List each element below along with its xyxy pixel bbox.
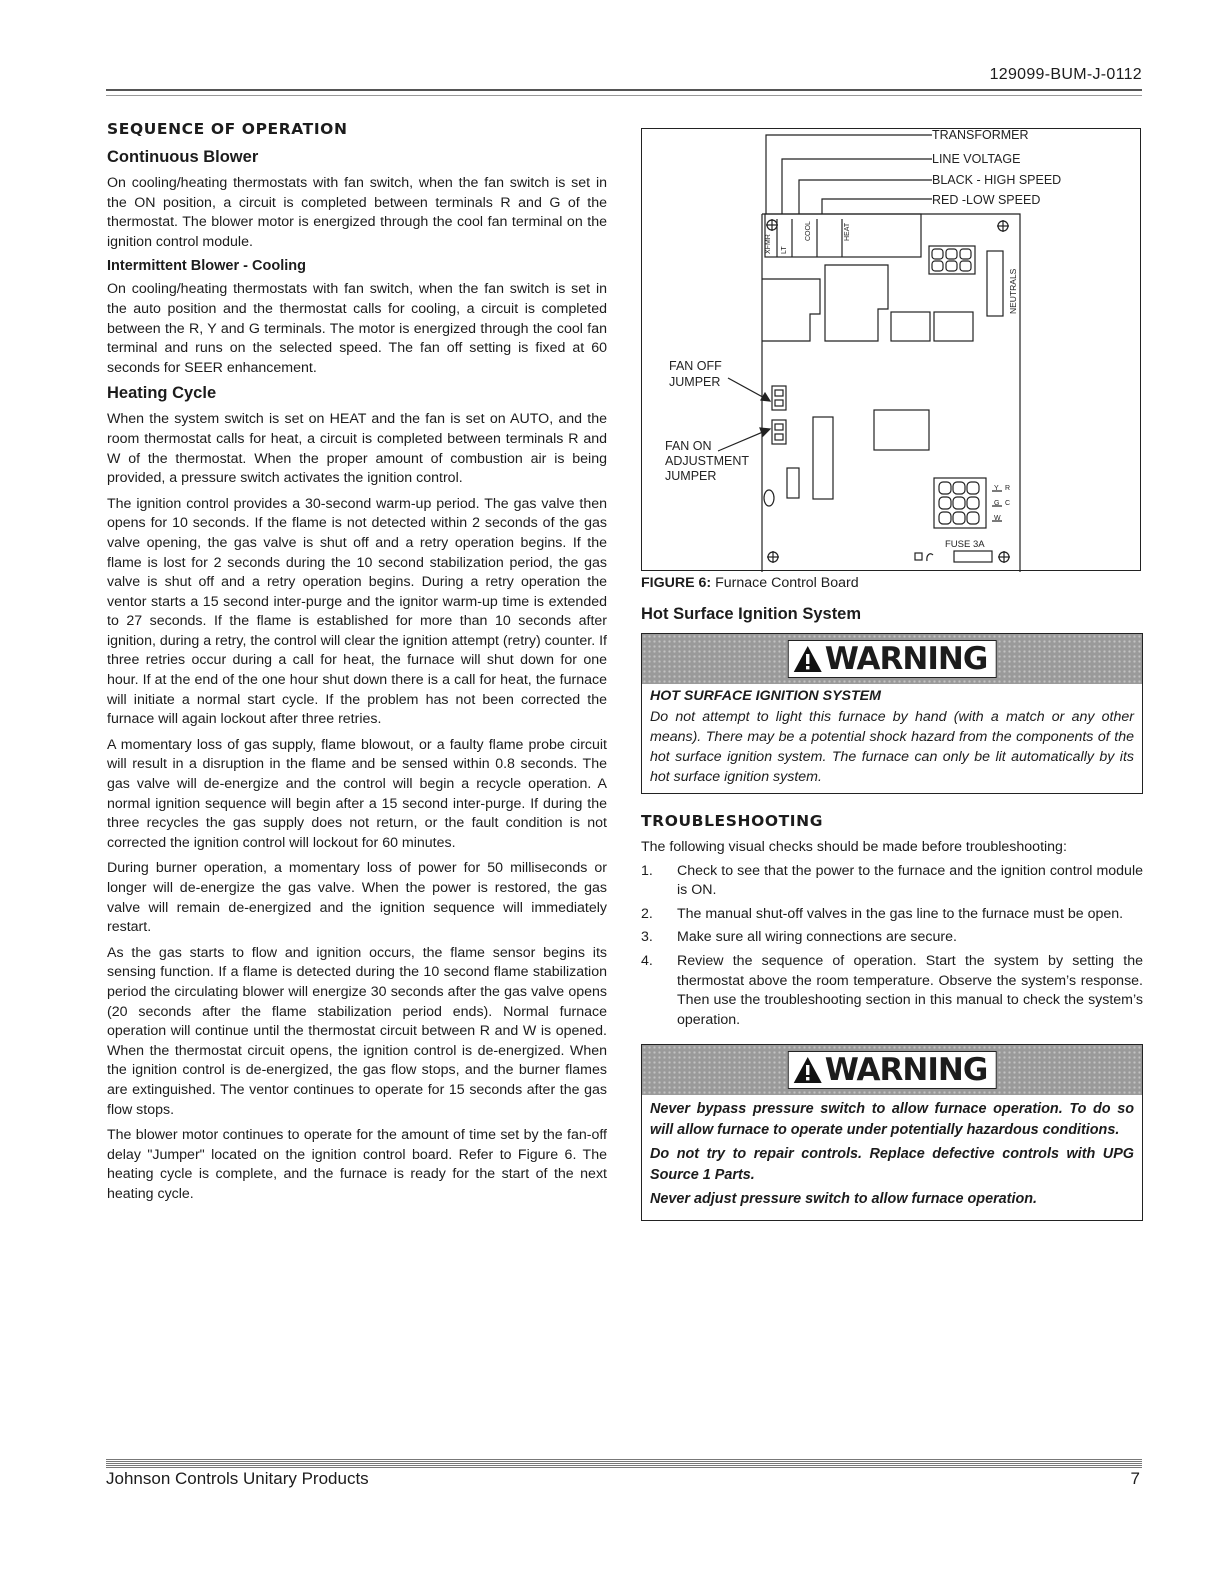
label-fan-on: FAN ON (665, 439, 712, 453)
list-item-number: 2. (641, 905, 653, 922)
list-item-text: Review the sequence of operation. Start the system by setting the thermostat above the room temperature. Observe the system’s response. Then use the troubleshooting section in this manual to check the system’s operation. (677, 952, 1143, 1028)
continuous-blower-paragraph: On cooling/heating thermostats with fan switch, when the fan switch is set in the ON position, a circuit is completed between terminals R and G of the thermostat. The blower motor is energized through the cool fan terminal on the ignition control module. (107, 175, 607, 250)
warning-label (788, 1051, 997, 1089)
list-item (641, 862, 1143, 901)
intermittent-blower-heading: Intermittent Blower - Cooling (107, 258, 306, 275)
label-fan-on-jumper: JUMPER (665, 469, 717, 483)
header-rule (106, 89, 1142, 96)
heating-paragraph-5: As the gas starts to flow and ignition occurs, the flame sensor begins its sensing function. If a flame is detected during the 10 second flame stabilization period the circulating blower will energize 30 seconds after the gas valve opens (20 seconds after the flame stabilization period ends). Normal furnace operation will continue until the thermostat circuit between R and W is opened. When the thermostat circuit opens, the ignition control is de-energized. When the ignition control is de-energized, the gas flow stops, and the burner flames are extinguished. The ventor continues to operate for 15 seconds after the gas flow stops. (107, 944, 607, 1118)
warning-box-pressure-switch (641, 1044, 1143, 1221)
figure-caption-text: Furnace Control Board (715, 575, 859, 591)
label-line-voltage: LINE VOLTAGE (932, 152, 1021, 166)
list-item (641, 905, 1143, 925)
document-number: 129099-BUM-J-0112 (989, 66, 1142, 83)
continuous-blower-heading: Continuous Blower (107, 148, 259, 166)
label-fan-on-adjustment: ADJUSTMENT (665, 454, 750, 468)
list-item-number: 1. (641, 862, 653, 879)
list-item (641, 928, 1143, 948)
furnace-control-board-figure (641, 128, 1141, 571)
warning-text: WARNING (824, 641, 988, 677)
label-transformer: TRANSFORMER (932, 129, 1029, 142)
warning-banner (642, 634, 1142, 684)
heating-paragraph-4: During burner operation, a momentary loss of power for 50 milliseconds or longer will de-energize the gas valve. When the power is restored, the gas valve will remain de-energized and the ignition sequence will immediately restart. (107, 860, 607, 936)
heating-paragraph-3: A momentary loss of gas supply, flame blowout, or a faulty flame probe circuit will result in a disruption in the flame and be sensed within 0.8 seconds. The gas valve will de-energize and the control will begin a recycle operation. A normal ignition sequence will begin after a 15 second inter-purge. If during the three recycles the gas supply does not return, or the fault condition is not corrected the ignition control will lockout for 60 minutes. (107, 736, 607, 851)
label-red-low-speed: RED -LOW SPEED (932, 193, 1041, 207)
label-black-high-speed: BLACK - HIGH SPEED (932, 173, 1062, 187)
list-item-text: Check to see that the power to the furnace and the ignition control module is ON. (677, 862, 1143, 899)
footer-rule (106, 1459, 1142, 1469)
list-item-text: The manual shut-off valves in the gas line to the furnace must be open. (677, 905, 1124, 922)
fuse-icon (915, 553, 922, 560)
mounting-hole-icon (766, 219, 778, 231)
label-lt: LT (781, 246, 788, 254)
warning-message-3: Never adjust pressure switch to allow furnace operation. (650, 1191, 1038, 1208)
mounting-hole-icon (998, 551, 1010, 563)
list-item-text: Make sure all wiring connections are secure. (677, 929, 957, 946)
right-column (641, 128, 1143, 1239)
warning-triangle-icon (793, 1056, 823, 1084)
troubleshooting-intro: The following visual checks should be made before troubleshooting: (641, 839, 1067, 855)
troubleshooting-checklist (641, 862, 1143, 1031)
section-title: SEQUENCE OF OPERATION (107, 120, 348, 138)
label-terminal-y: Y (994, 485, 999, 492)
list-item (641, 952, 1143, 1030)
label-fan-off-jumper: JUMPER (669, 375, 721, 389)
warning-title: HOT SURFACE IGNITION SYSTEM (650, 688, 881, 704)
heating-paragraph-2: The ignition control provides a 30-second warm-up period. The gas valve then opens for 10 seconds. If the flame is not detected within 2 seconds of the gas valve opening, the gas valve is shut off and a retry operation begins. If the flame is lost for 2 seconds during the 10 second stabilization period, the gas valve is shut off and a retry operation begins. During a retry operation the ventor starts a 15 second inter-purge and the ignitor warm-up time is extended to 27 seconds. If the flame is established for more than 10 seconds after ignition, during a retry, the control will clear the ignition attempt (retry) counter. If three retries occur during a call for heat, the furnace will shut down for one hour. If at the end of the one hour shut down there is a call for heat, the furnace will initiate a normal start cycle. If the problem has not been corrected the furnace will again lockout after three retries. (107, 495, 607, 728)
figure-caption (641, 575, 1143, 591)
figure-caption-label: FIGURE 6: (641, 575, 712, 591)
left-column (107, 120, 607, 1211)
warning-label (788, 640, 997, 678)
warning-message-1: Never bypass pressure switch to allow furnace operation. To do so will allow furnace to operate under potentially hazardous conditions. (650, 1101, 1134, 1138)
mounting-hole-icon (997, 220, 1009, 232)
label-terminal-g: G (994, 500, 1000, 507)
heating-paragraph-6: The blower motor continues to operate for the amount of time set by the fan-off delay "Jumper" located on the ignition control board. Refer to Figure 6. The heating cycle is complete, and the furnace is ready for the start of the next heating cycle. (107, 1127, 607, 1202)
label-cool: COOL (805, 221, 812, 241)
warning-message: Do not attempt to light this furnace by hand (with a match or any other means). There may be a potential shock hazard from the components of the hot surface ignition system. The furnace can only be lit automatically by its hot surface ignition system. (650, 709, 1134, 785)
label-fuse: FUSE 3A (945, 539, 985, 550)
label-fan-off: FAN OFF (669, 359, 722, 373)
warning-triangle-icon (793, 645, 823, 673)
control-board-diagram (642, 129, 1142, 572)
footer-company: Johnson Controls Unitary Products (106, 1469, 369, 1488)
list-item-number: 3. (641, 929, 653, 946)
label-terminal-c: C (1005, 500, 1011, 507)
troubleshooting-heading: TROUBLESHOOTING (641, 812, 824, 830)
heating-cycle-heading: Heating Cycle (107, 384, 217, 403)
page-number: 7 (1130, 1469, 1140, 1488)
list-item-number: 4. (641, 952, 653, 969)
mounting-hole-icon (767, 551, 779, 563)
label-xfmr: XFMR (765, 234, 772, 254)
heating-paragraph-1: When the system switch is set on HEAT and the fan is set on AUTO, and the room thermostat calls for heat, a circuit is completed between terminals R and W of the thermostat. When the proper amount of combustion air is being provided, a pressure switch activates the ignition control. (107, 411, 607, 487)
label-heat: HEAT (844, 222, 851, 241)
label-terminal-r: R (1005, 485, 1011, 492)
warning-text: WARNING (824, 1052, 988, 1089)
label-neutrals: NEUTRALS (1008, 268, 1018, 314)
hot-surface-ignition-heading: Hot Surface Ignition System (641, 605, 862, 623)
warning-box-hot-surface (641, 633, 1143, 794)
label-terminal-w: W (994, 515, 1001, 522)
warning-message-2: Do not try to repair controls. Replace defective controls with UPG Source 1 Parts. (650, 1146, 1134, 1183)
warning-banner (642, 1045, 1142, 1095)
intermittent-blower-paragraph: On cooling/heating thermostats with fan switch, when the fan switch is set in the auto position and the thermostat calls for cooling, a circuit is completed between the R, Y and G terminals. The motor is energized through the cool fan terminal and runs on the selected speed. The fan off setting is fixed at 60 seconds for SEER enhancement. (107, 281, 607, 376)
